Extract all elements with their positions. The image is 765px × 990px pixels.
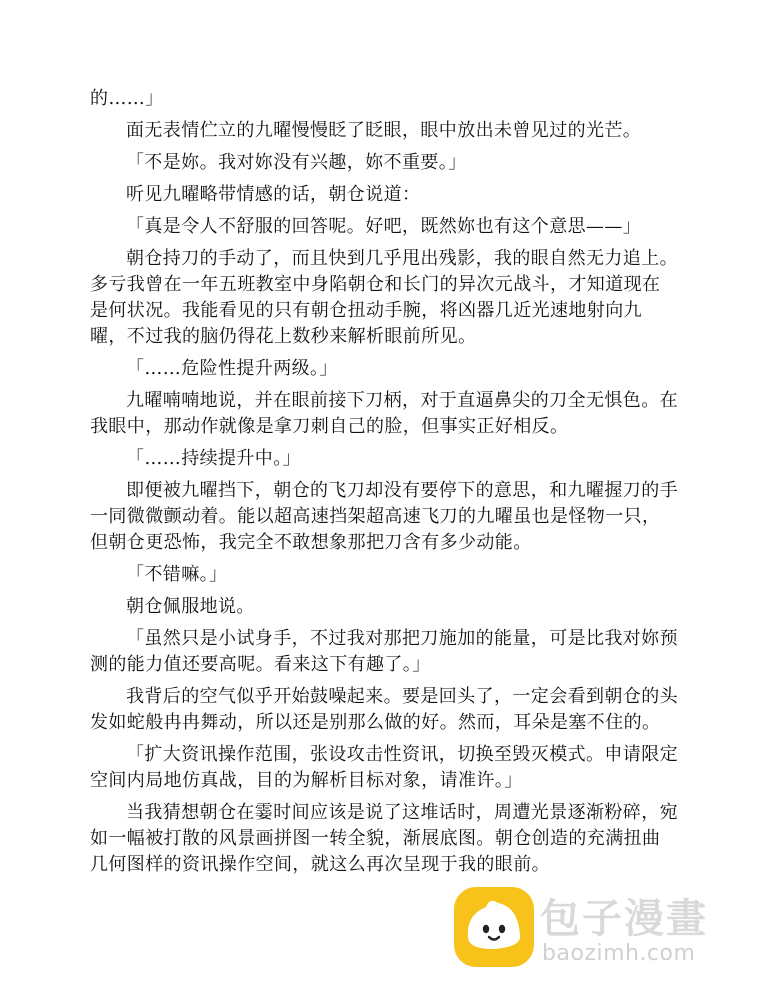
paragraph-5: 「真是令人不舒服的回答呢。好吧，既然妳也有这个意思——」 xyxy=(126,216,642,237)
paragraph-12: 朝仓佩服地说。 xyxy=(126,596,255,617)
paragraph-15: 「扩大资讯操作范围，张设攻击性资讯，切换至毁灭模式。申请限定空间内局地仿真战，目的为解析目标对象，请准许。」 xyxy=(90,744,678,791)
paragraph-8: 九曜喃喃地说，并在眼前接下刀柄，对于直逼鼻尖的刀全无惧色。在我眼中，那动作就像是拿刀刺自己的脸，但事实正好相反。 xyxy=(90,390,678,437)
paragraph-6: 朝仓持刀的手动了，而且快到几乎甩出残影，我的眼自然无力追上。多亏我曾在一年五班教室中身陷朝仓和长门的异次元战斗，才知道现在是何状况。我能看见的只有朝仓扭动手腕，将凶器几近光速地射向九曜，不过我的脑仍得花上数秒来解析眼前所见。 xyxy=(90,248,678,347)
paragraph-14: 我背后的空气似乎开始鼓噪起来。要是回头了，一定会看到朝仓的头发如蛇般冉冉舞动，所以还是别那么做的好。然而，耳朵是塞不住的。 xyxy=(90,686,678,733)
watermark xyxy=(452,885,752,969)
paragraph-4: 听见九曜略带情感的话，朝仓说道： xyxy=(126,184,421,205)
paragraph-9: 「……持续提升中。」 xyxy=(126,448,301,469)
paragraph-7: 「……危险性提升两级。」 xyxy=(126,358,338,379)
paragraph-16: 当我猜想朝仓在霎时间应该是说了这堆话时，周遭光景逐渐粉碎，宛如一幅被打散的风景画拼图一转全貌，渐展底图。朝仓创造的充满扭曲几何图样的资讯操作空间，就这么再次呈现于我的眼前。 xyxy=(90,802,678,875)
page-body-text xyxy=(90,86,678,884)
watermark-brand: 包子漫畫 xyxy=(540,896,708,942)
bun-mascot-icon xyxy=(452,885,536,969)
paragraph-2: 面无表情伫立的九曜慢慢眨了眨眼，眼中放出未曾见过的光芒。 xyxy=(126,120,642,141)
paragraph-10: 即便被九曜挡下，朝仓的飞刀却没有要停下的意思，和九曜握刀的手一同微微颤动着。能以超高速挡架超高速飞刀的九曜虽也是怪物一只，但朝仓更恐怖，我完全不敢想象那把刀含有多少动能。 xyxy=(90,480,678,553)
paragraph-13: 「虽然只是小试身手，不过我对那把刀施加的能量，可是比我对妳预测的能力值还要高呢。看来这下有趣了。」 xyxy=(90,628,678,675)
paragraph-3: 「不是妳。我对妳没有兴趣，妳不重要。」 xyxy=(126,152,467,173)
watermark-site: baozimh.com xyxy=(542,941,696,966)
paragraph-1: 的……」 xyxy=(90,88,164,109)
paragraph-11: 「不错嘛。」 xyxy=(126,564,228,585)
